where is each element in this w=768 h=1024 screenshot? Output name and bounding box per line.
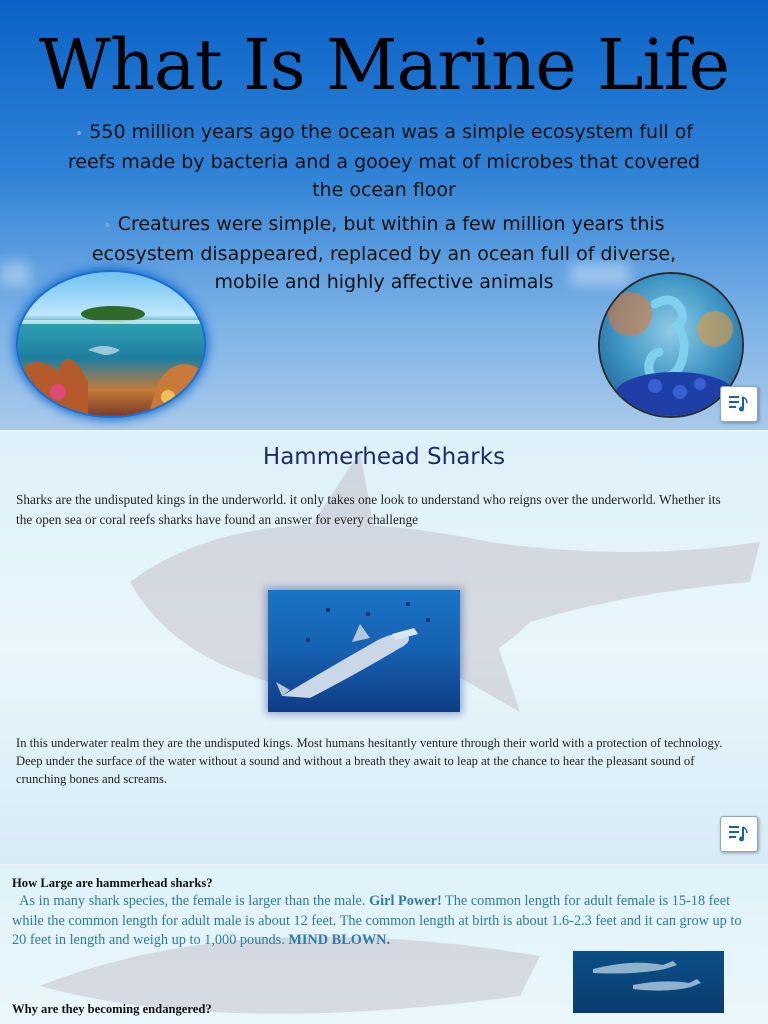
answer-text: As in many shark species, the female is larger than the male. (19, 893, 370, 909)
hammerhead-illustration (268, 590, 460, 712)
slide-marine-life (0, 0, 768, 430)
bullet-glyph: • (74, 126, 84, 142)
ocean-island-illustration (18, 272, 204, 416)
section-heading: Hammerhead Sharks (262, 444, 506, 470)
hammerhead-photo (268, 590, 460, 712)
hammerhead-school-illustration (573, 951, 724, 1013)
slide-hammerhead-sharks (0, 432, 768, 864)
bullet-list (62, 118, 706, 302)
audio-glyph (729, 395, 749, 413)
realm-paragraph: In this underwater realm they are the undisputed kings. Most humans hesitantly venture through their world with a protection of technology. Deep under the surface of the water without a sound and without a breath they await to leap at the chance to hear the pleasant sound of crunching bones and screams. (16, 736, 723, 786)
answer-emphasis: Girl Power! (369, 893, 442, 909)
ocean-island-image (18, 272, 204, 416)
hammerhead-school-photo (573, 951, 724, 1013)
question-heading: How Large are hammerhead sharks? (12, 876, 213, 890)
size-answer (12, 892, 742, 951)
slide-hammerhead-size (0, 866, 768, 1024)
answer-emphasis: MIND BLOWN. (288, 932, 391, 948)
slide-title: What Is Marine Life (38, 24, 730, 106)
audio-playlist-icon[interactable] (720, 386, 758, 422)
bullet-text: 550 million years ago the ocean was a simple ecosystem full of reefs made by bacteria and a gooey mat of microbes that covered the ocean floor (67, 121, 701, 201)
bullet-text: Creatures were simple, but within a few million years this ecosystem disappeared, replaced by an ocean full of diverse, mobile and highly affective animals (91, 213, 677, 293)
intro-paragraph: Sharks are the undisputed kings in the underworld. it only takes one look to understand who reigns over the underworld. Whether its the open sea or coral reefs sharks have found an answer for every challenge (16, 492, 721, 527)
decor-glow-left (0, 262, 30, 286)
audio-glyph (729, 825, 749, 843)
question-heading: Why are they becoming endangered? (12, 1002, 212, 1016)
bullet-item (62, 118, 706, 204)
audio-playlist-icon[interactable] (720, 816, 758, 852)
answer-text: The common length for adult female is 15-18 feet while the common length for adult male is about 12 feet. The common length at birth is about 1.6-2.3 feet and it can grow up to 20 feet in length and weigh up to 1,000 pounds. (12, 893, 742, 948)
bullet-glyph: • (103, 218, 112, 234)
